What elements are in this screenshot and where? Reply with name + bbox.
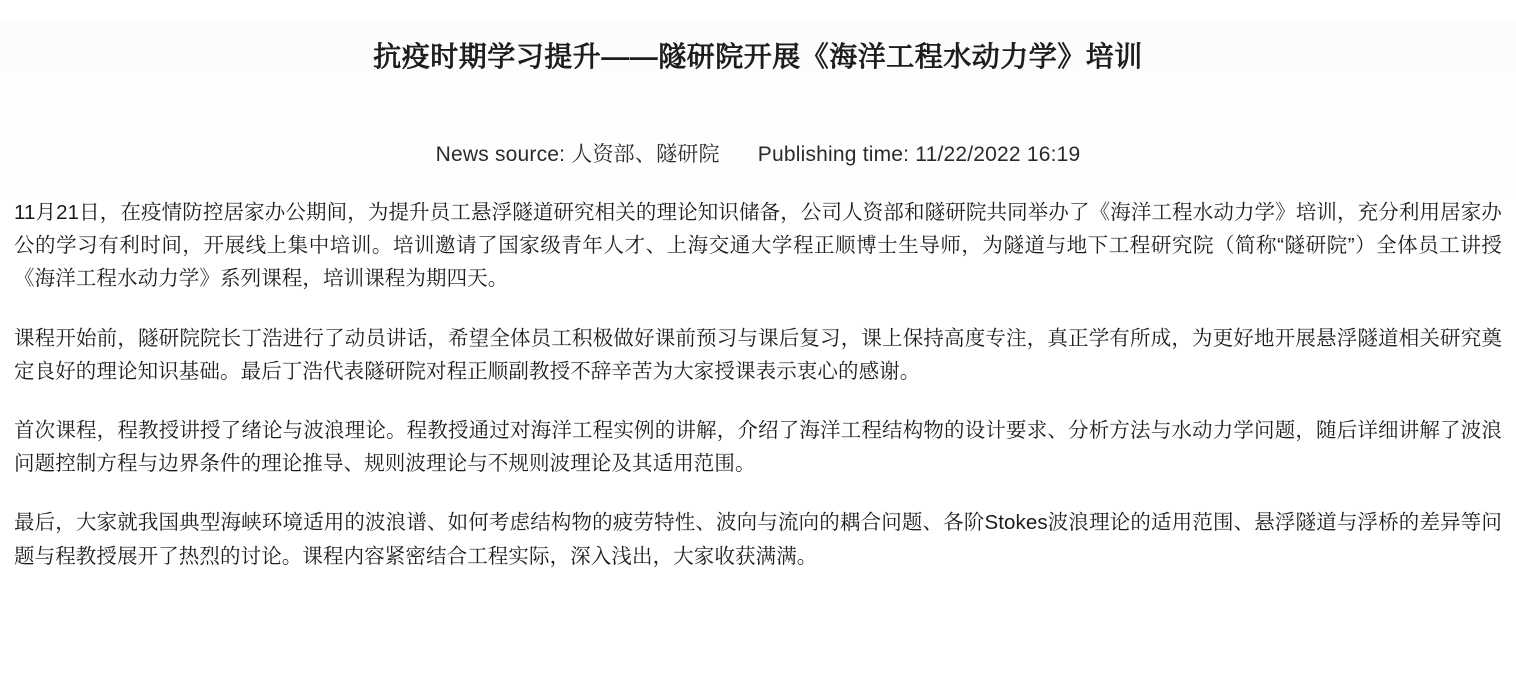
- article-paragraph: 首次课程，程教授讲授了绪论与波浪理论。程教授通过对海洋工程实例的讲解，介绍了海洋工程结构物的设计要求、分析方法与水动力学问题，随后详细讲解了波浪问题控制方程与边界条件的理论推导、规则波理论与不规则波理论及其适用范围。: [14, 418, 1502, 476]
- article-page: [0, 19, 1516, 673]
- article-paragraph: 11月21日，在疫情防控居家办公期间，为提升员工悬浮隧道研究相关的理论知识储备，公司人资部和隧研院共同举办了《海洋工程水动力学》培训，充分利用居家办公的学习有利时间，开展线上集中培训。培训邀请了国家级青年人才、上海交通大学程正顺博士生导师，为隧道与地下工程研究院（简称“隧研院”）全体员工讲授《海洋工程水动力学》系列课程，培训课程为期四天。: [14, 200, 1502, 291]
- publishing-time-group: [758, 143, 1081, 166]
- publishing-time-value: 11/22/2022 16:19: [915, 142, 1081, 166]
- article-meta: [0, 138, 1516, 168]
- article-paragraph: 最后，大家就我国典型海峡环境适用的波浪谱、如何考虑结构物的疲劳特性、波向与流向的耦合问题、各阶Stokes波浪理论的适用范围、悬浮隧道与浮桥的差异等问题与程教授展开了热烈的讨论。课程内容紧密结合工程实际，深入浅出，大家收获满满。: [14, 511, 1502, 568]
- article-body: [0, 196, 1516, 573]
- news-source-group: [436, 143, 726, 166]
- article-paragraph: 课程开始前，隧研院院长丁浩进行了动员讲话，希望全体员工积极做好课前预习与课后复习，课上保持高度专注，真正学有所成，为更好地开展悬浮隧道相关研究奠定良好的理论知识基础。最后丁浩代表隧研院对程正顺副教授不辞辛苦为大家授课表示衷心的感谢。: [14, 326, 1502, 383]
- publishing-time-label: Publishing time:: [757, 142, 910, 166]
- page-title: 抗疫时期学习提升——隧研院开展《海洋工程水动力学》培训: [373, 40, 1143, 72]
- news-source-value: 人资部、隧研院: [571, 142, 720, 166]
- news-source-label: News source:: [435, 142, 566, 166]
